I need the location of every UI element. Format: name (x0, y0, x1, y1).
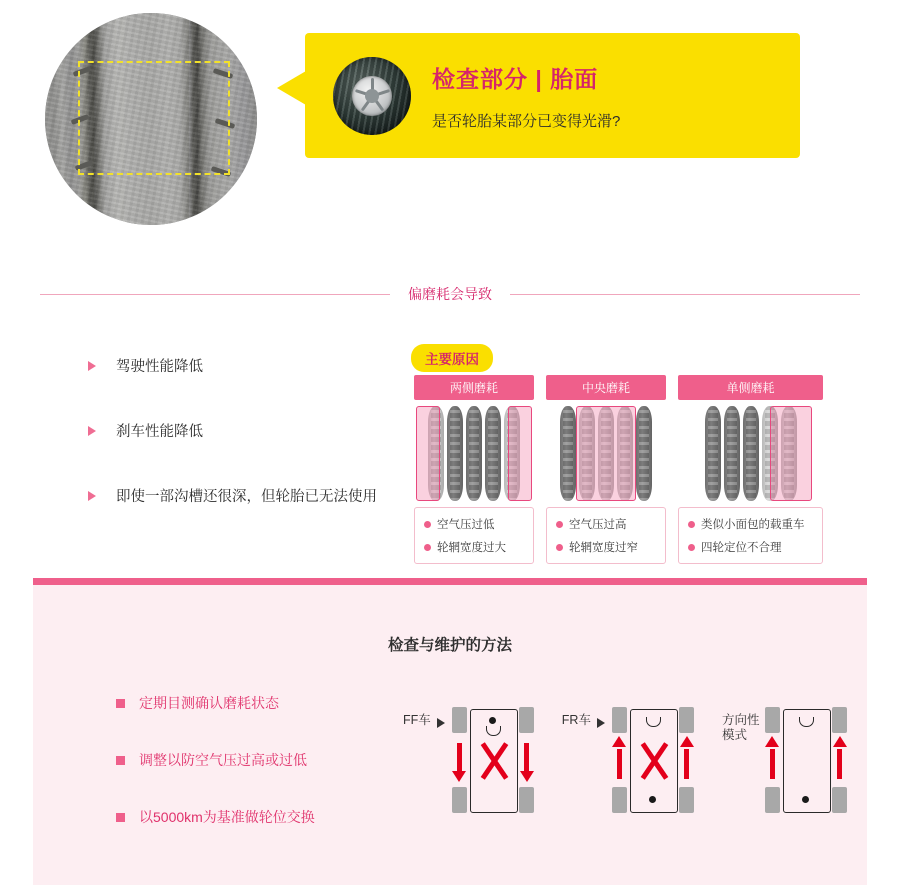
square-bullet-icon (116, 756, 125, 765)
wheel-rear-left (612, 787, 627, 813)
triangle-marker-icon (597, 718, 605, 728)
triangle-bullet-icon (88, 361, 96, 371)
wear-diagram-center (546, 406, 666, 501)
wheel-front-left (452, 707, 467, 733)
triangle-bullet-icon (88, 491, 96, 501)
tread-inspection-section (0, 0, 900, 265)
list-item (116, 750, 315, 770)
drive-axle-marker (649, 796, 656, 803)
cause-card (546, 375, 666, 564)
wheel-front-left (765, 707, 780, 733)
wheel-rear-left (452, 787, 467, 813)
cause-card-notes (414, 507, 534, 564)
cause-card-title: 单侧磨耗 (678, 375, 823, 400)
list-item (116, 693, 315, 713)
wheel-front-right (832, 707, 847, 733)
dot-icon (688, 544, 695, 551)
cause-card-notes (546, 507, 666, 564)
list-item (88, 355, 408, 376)
consequence-text: 刹车性能降低 (116, 424, 203, 440)
triangle-marker-icon (437, 718, 445, 728)
callout-card (305, 33, 800, 158)
tire-tread-photo (45, 13, 257, 225)
rotation-label (722, 713, 760, 743)
maintenance-list (116, 693, 315, 864)
callout-arrow (277, 71, 306, 105)
rotation-diagram-directional (722, 705, 848, 815)
cause-card (414, 375, 534, 564)
drive-axle-marker (489, 717, 496, 724)
maintenance-item-text: 定期目测确认磨耗状态 (139, 695, 279, 711)
section-heading (40, 282, 860, 306)
dot-icon (688, 521, 695, 528)
wheel-front-right (679, 707, 694, 733)
rotation-label-line1: 方向性 (721, 713, 760, 727)
dot-icon (556, 521, 563, 528)
list-item (556, 539, 657, 555)
consequence-text: 驾驶性能降低 (116, 359, 203, 375)
wheel-rear-right (519, 787, 534, 813)
rotation-label: FR车 (561, 713, 591, 727)
heading-rule-right (510, 294, 860, 295)
list-item (88, 485, 408, 506)
triangle-bullet-icon (88, 426, 96, 436)
cause-card-notes (678, 507, 823, 564)
cause-card-title: 中央磨耗 (546, 375, 666, 400)
square-bullet-icon (116, 813, 125, 822)
cause-card (678, 375, 823, 564)
rotation-diagram-ff (403, 705, 534, 815)
cause-note-text: 轮辋宽度过窄 (569, 542, 638, 554)
dot-icon (424, 521, 431, 528)
square-bullet-icon (116, 699, 125, 708)
dot-icon (556, 544, 563, 551)
rotation-diagram-fr (562, 705, 694, 815)
heading-rule-left (40, 294, 390, 295)
causes-badge: 主要原因 (411, 344, 493, 372)
wear-diagram-one-side (678, 406, 823, 501)
wear-diagram-both-shoulders (414, 406, 534, 501)
wheel-front-left (612, 707, 627, 733)
rotation-arrows (765, 737, 847, 785)
car-top-view (612, 705, 694, 815)
list-item (424, 539, 525, 555)
wheel-rear-right (832, 787, 847, 813)
dot-icon (424, 544, 431, 551)
cause-card-title: 两侧磨耗 (414, 375, 534, 400)
list-item (424, 516, 525, 532)
wheel-front-right (519, 707, 534, 733)
maintenance-title: 检查与维护的方法 (387, 637, 512, 654)
cause-note-text: 轮辋宽度过大 (437, 542, 506, 554)
maintenance-item-text: 以5000km为基准做轮位交换 (139, 809, 315, 825)
list-item (88, 420, 408, 441)
list-item (556, 516, 657, 532)
cause-note-text: 空气压过高 (569, 519, 627, 531)
consequence-text: 即使一部沟槽还很深，但轮胎已无法使用 (116, 489, 377, 505)
tread-highlight-box (78, 61, 230, 175)
wheel-rear-right (679, 787, 694, 813)
rotation-arrows (612, 737, 694, 785)
rotation-diagrams (403, 705, 847, 815)
car-top-view (765, 705, 847, 815)
list-item (116, 807, 315, 827)
rotation-label: FF车 (403, 713, 431, 727)
list-item (688, 516, 814, 532)
maintenance-item-text: 调整以防空气压过高或过低 (139, 752, 307, 768)
section-heading-text: 偏磨耗会导致 (408, 286, 492, 302)
list-item (688, 539, 814, 555)
consequence-list (88, 355, 408, 550)
tire-icon (333, 57, 411, 135)
maintenance-panel (33, 578, 867, 885)
callout-title: 检查部分 | 胎面 (432, 66, 599, 92)
callout-subtitle: 是否轮胎某部分已变得光滑? (432, 113, 621, 130)
cause-cards (414, 375, 823, 564)
rotation-arrows (452, 737, 534, 785)
cause-note-text: 空气压过低 (437, 519, 495, 531)
cause-note-text: 四轮定位不合理 (701, 542, 782, 554)
car-top-view (452, 705, 534, 815)
wheel-rear-left (765, 787, 780, 813)
cause-note-text: 类似小面包的载重车 (701, 519, 805, 531)
callout-text (432, 61, 620, 131)
rotation-label-line2: 模式 (721, 728, 747, 742)
